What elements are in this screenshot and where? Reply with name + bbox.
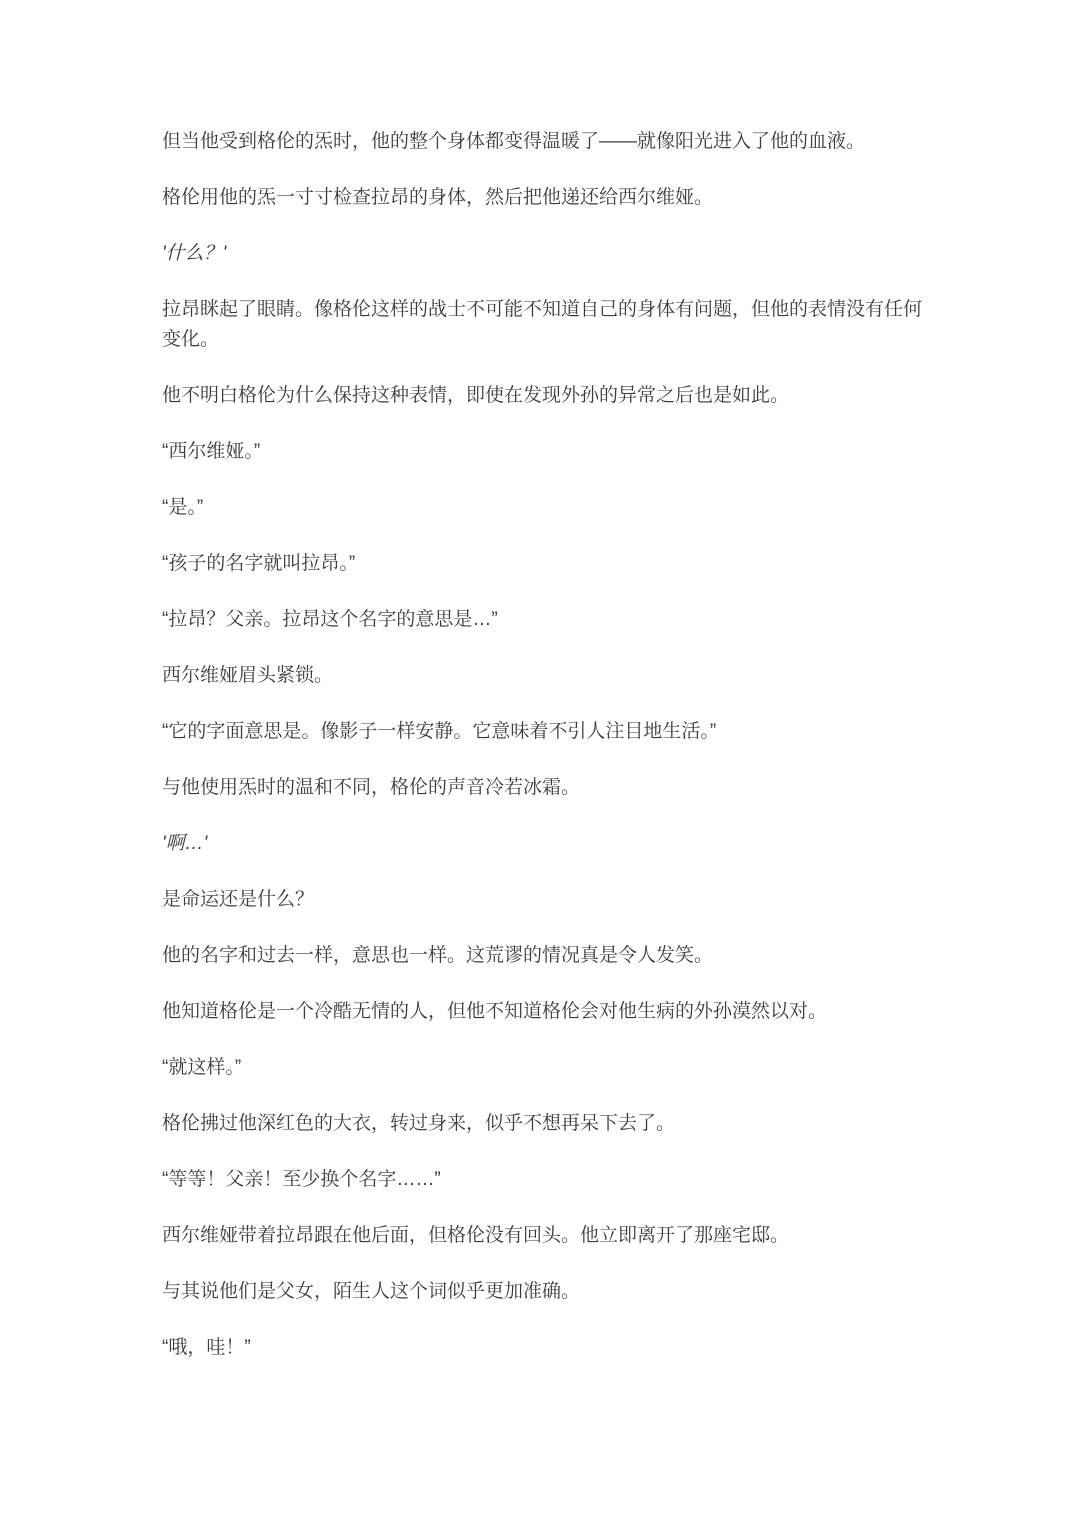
paragraph-19-dialogue: “等等！父亲！至少换个名字……” [162, 1169, 441, 1190]
paragraph-7-dialogue: “是。” [162, 497, 204, 518]
paragraph-16: 他知道格伦是一个冷酷无情的人，但他不知道格伦会对他生病的外孙漠然以对。 [162, 1001, 828, 1022]
document-body [162, 127, 922, 1363]
paragraph-22-dialogue: “哦，哇！” [162, 1337, 251, 1358]
paragraph-2: 格伦用他的炁一寸寸检查拉昂的身体，然后把他递还给西尔维娅。 [162, 187, 714, 208]
paragraph-5: 他不明白格伦为什么保持这种表情，即使在发现外孙的异常之后也是如此。 [162, 385, 790, 406]
paragraph-10: 西尔维娅眉头紧锁。 [162, 665, 334, 686]
paragraph-15: 他的名字和过去一样，意思也一样。这荒谬的情况真是令人发笑。 [162, 945, 714, 966]
paragraph-21: 与其说他们是父女，陌生人这个词似乎更加准确。 [162, 1281, 581, 1302]
paragraph-17-dialogue: “就这样。” [162, 1057, 242, 1078]
paragraph-20: 西尔维娅带着拉昂跟在他后面，但格伦没有回头。他立即离开了那座宅邸。 [162, 1225, 790, 1246]
paragraph-4: 拉昂眯起了眼睛。像格伦这样的战士不可能不知道自己的身体有问题，但他的表情没有任何变化。 [162, 299, 923, 350]
paragraph-13-thought: '啊…' [162, 833, 208, 854]
paragraph-3-thought: '什么？' [162, 243, 227, 264]
paragraph-8-dialogue: “孩子的名字就叫拉昂。” [162, 553, 356, 574]
paragraph-14: 是命运还是什么？ [162, 889, 315, 910]
paragraph-9-dialogue: “拉昂？父亲。拉昂这个名字的意思是…” [162, 609, 498, 630]
paragraph-1: 但当他受到格伦的炁时，他的整个身体都变得温暖了——就像阳光进入了他的血液。 [162, 131, 866, 152]
paragraph-6-dialogue: “西尔维娅。” [162, 441, 261, 462]
paragraph-18: 格伦拂过他深红色的大衣，转过身来，似乎不想再呆下去了。 [162, 1113, 676, 1134]
paragraph-12: 与他使用炁时的温和不同，格伦的声音冷若冰霜。 [162, 777, 581, 798]
paragraph-11-dialogue: “它的字面意思是。像影子一样安静。它意味着不引人注目地生活。” [162, 721, 717, 742]
